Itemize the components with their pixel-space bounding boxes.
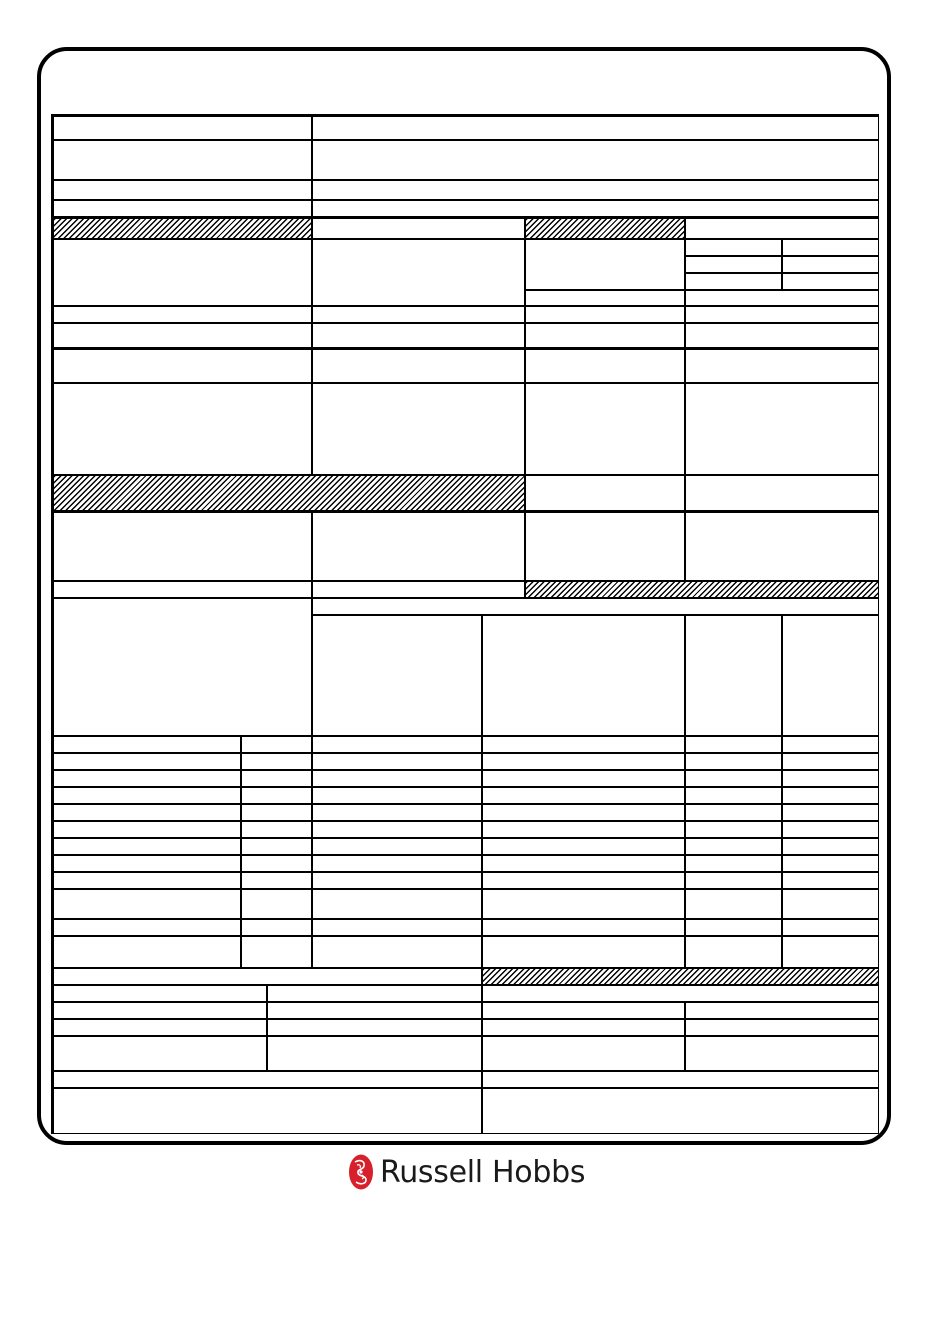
table-cell xyxy=(53,872,241,889)
table-cell xyxy=(241,821,312,838)
table-cell xyxy=(525,348,685,383)
table-cell xyxy=(685,256,782,273)
table-cell xyxy=(312,889,482,919)
table-cell xyxy=(685,770,782,787)
table-cell xyxy=(525,323,685,348)
table-cell xyxy=(53,1002,267,1019)
table-cell xyxy=(482,1019,685,1036)
table-cell xyxy=(685,348,879,383)
table-cell xyxy=(685,1019,879,1036)
table-cell xyxy=(312,936,482,968)
table-cell xyxy=(782,615,879,736)
table-cell xyxy=(482,985,879,1002)
table-cell xyxy=(53,1071,482,1088)
table-cell xyxy=(782,936,879,968)
table-cell xyxy=(312,770,482,787)
table-cell xyxy=(312,598,879,615)
table-cell xyxy=(482,1071,879,1088)
table-cell xyxy=(312,581,525,598)
table-cell xyxy=(685,217,879,239)
table-cell xyxy=(685,753,782,770)
table-cell xyxy=(685,936,782,968)
table-cell xyxy=(53,239,312,306)
table-cell xyxy=(685,239,782,256)
table-cell xyxy=(525,383,685,475)
table-cell xyxy=(312,140,879,180)
table-cell xyxy=(312,383,525,475)
table-cell xyxy=(312,239,525,306)
table-cell xyxy=(53,1036,267,1071)
table-cell xyxy=(482,753,685,770)
table-cell xyxy=(53,855,241,872)
table-cell xyxy=(782,919,879,936)
table-cell xyxy=(685,615,782,736)
table-cell xyxy=(53,821,241,838)
table-cell xyxy=(482,821,685,838)
table-cell xyxy=(53,1019,267,1036)
table-cell xyxy=(685,323,879,348)
table-cell xyxy=(482,919,685,936)
hatched-cell xyxy=(482,968,879,985)
table-cell xyxy=(685,306,879,323)
table-cell xyxy=(312,838,482,855)
table-cell xyxy=(53,838,241,855)
table-cell xyxy=(782,804,879,821)
table-cell xyxy=(685,273,782,290)
table-cell xyxy=(267,985,482,1002)
table-cell xyxy=(53,936,241,968)
table-cell xyxy=(312,736,482,753)
table-cell xyxy=(782,256,879,273)
table-cell xyxy=(53,180,312,200)
table-cell xyxy=(241,838,312,855)
table-cell xyxy=(312,180,879,200)
table-cell xyxy=(53,383,312,475)
table-cell xyxy=(53,968,482,985)
table-cell xyxy=(267,1002,482,1019)
table-cell xyxy=(482,838,685,855)
table-cell xyxy=(267,1036,482,1071)
table-cell xyxy=(482,615,685,736)
table-cell xyxy=(53,581,312,598)
table-cell xyxy=(312,821,482,838)
table-cell xyxy=(685,919,782,936)
table-cell xyxy=(525,475,685,511)
table-cell xyxy=(685,872,782,889)
table-cell xyxy=(312,306,525,323)
table-cell xyxy=(782,855,879,872)
table-cell xyxy=(312,615,482,736)
table-cell xyxy=(241,919,312,936)
table-cell xyxy=(241,872,312,889)
table-cell xyxy=(685,855,782,872)
brand-logo xyxy=(348,1152,585,1192)
table-cell xyxy=(53,306,312,323)
table-cell xyxy=(782,872,879,889)
table-cell xyxy=(782,838,879,855)
table-cell xyxy=(685,511,879,581)
table-cell xyxy=(482,889,685,919)
table-cell xyxy=(525,306,685,323)
table-cell xyxy=(685,821,782,838)
table-cell xyxy=(685,838,782,855)
table-cell xyxy=(482,804,685,821)
table-cell xyxy=(53,804,241,821)
table-cell xyxy=(482,736,685,753)
table-cell xyxy=(525,239,685,290)
table-cell xyxy=(241,770,312,787)
table-cell xyxy=(53,736,241,753)
table-cell xyxy=(782,787,879,804)
table-cell xyxy=(312,511,525,581)
table-cell xyxy=(685,1036,879,1071)
table-cell xyxy=(482,1088,879,1134)
table-cell xyxy=(53,598,312,736)
table-cell xyxy=(782,889,879,919)
hatched-cell xyxy=(53,475,525,511)
table-cell xyxy=(782,239,879,256)
table-cell xyxy=(53,919,241,936)
table-cell xyxy=(241,753,312,770)
table-cell xyxy=(53,116,312,140)
table-cell xyxy=(312,323,525,348)
hatched-cell xyxy=(525,581,879,598)
table-cell xyxy=(482,770,685,787)
table-cell xyxy=(482,787,685,804)
table-cell xyxy=(312,919,482,936)
table-cell xyxy=(53,511,312,581)
table-cell xyxy=(241,855,312,872)
table-cell xyxy=(267,1019,482,1036)
table-cell xyxy=(685,889,782,919)
table-cell xyxy=(782,736,879,753)
table-cell xyxy=(482,1002,685,1019)
table-cell xyxy=(685,290,879,306)
table-cell xyxy=(782,770,879,787)
table-cell xyxy=(312,855,482,872)
table-cell xyxy=(312,753,482,770)
table-cell xyxy=(782,273,879,290)
table-cell xyxy=(53,200,312,217)
table-cell xyxy=(312,787,482,804)
table-cell xyxy=(685,1002,879,1019)
table-cell xyxy=(312,200,879,217)
table-cell xyxy=(482,872,685,889)
table-cell xyxy=(685,383,879,475)
table-cell xyxy=(53,140,312,180)
table-cell xyxy=(241,787,312,804)
table-cell xyxy=(241,736,312,753)
table-cell xyxy=(685,804,782,821)
table-cell xyxy=(312,116,879,140)
hatched-cell xyxy=(525,217,685,239)
table-cell xyxy=(525,290,685,306)
table-cell xyxy=(53,770,241,787)
table-cell xyxy=(685,787,782,804)
table-cell xyxy=(312,872,482,889)
table-cell xyxy=(782,821,879,838)
table-cell xyxy=(53,787,241,804)
table-cell xyxy=(53,985,267,1002)
table-cell xyxy=(525,511,685,581)
table-cell xyxy=(53,348,312,383)
table-cell xyxy=(482,1036,685,1071)
table-cell xyxy=(482,936,685,968)
table-cell xyxy=(782,753,879,770)
table-cell xyxy=(312,348,525,383)
table-cell xyxy=(53,753,241,770)
table-cell xyxy=(312,217,525,239)
hatched-cell xyxy=(53,217,312,239)
table-cell xyxy=(53,323,312,348)
table-cell xyxy=(482,855,685,872)
table-cell xyxy=(241,804,312,821)
table-cell xyxy=(312,804,482,821)
russell-hobbs-emblem-icon xyxy=(348,1153,374,1191)
brand-name: Russell Hobbs xyxy=(380,1154,586,1190)
table-cell xyxy=(685,475,879,511)
table-cell xyxy=(241,936,312,968)
specification-table xyxy=(51,114,879,1134)
table-cell xyxy=(53,1088,482,1134)
table-cell xyxy=(685,736,782,753)
table-cell xyxy=(241,889,312,919)
table-cell xyxy=(53,889,241,919)
